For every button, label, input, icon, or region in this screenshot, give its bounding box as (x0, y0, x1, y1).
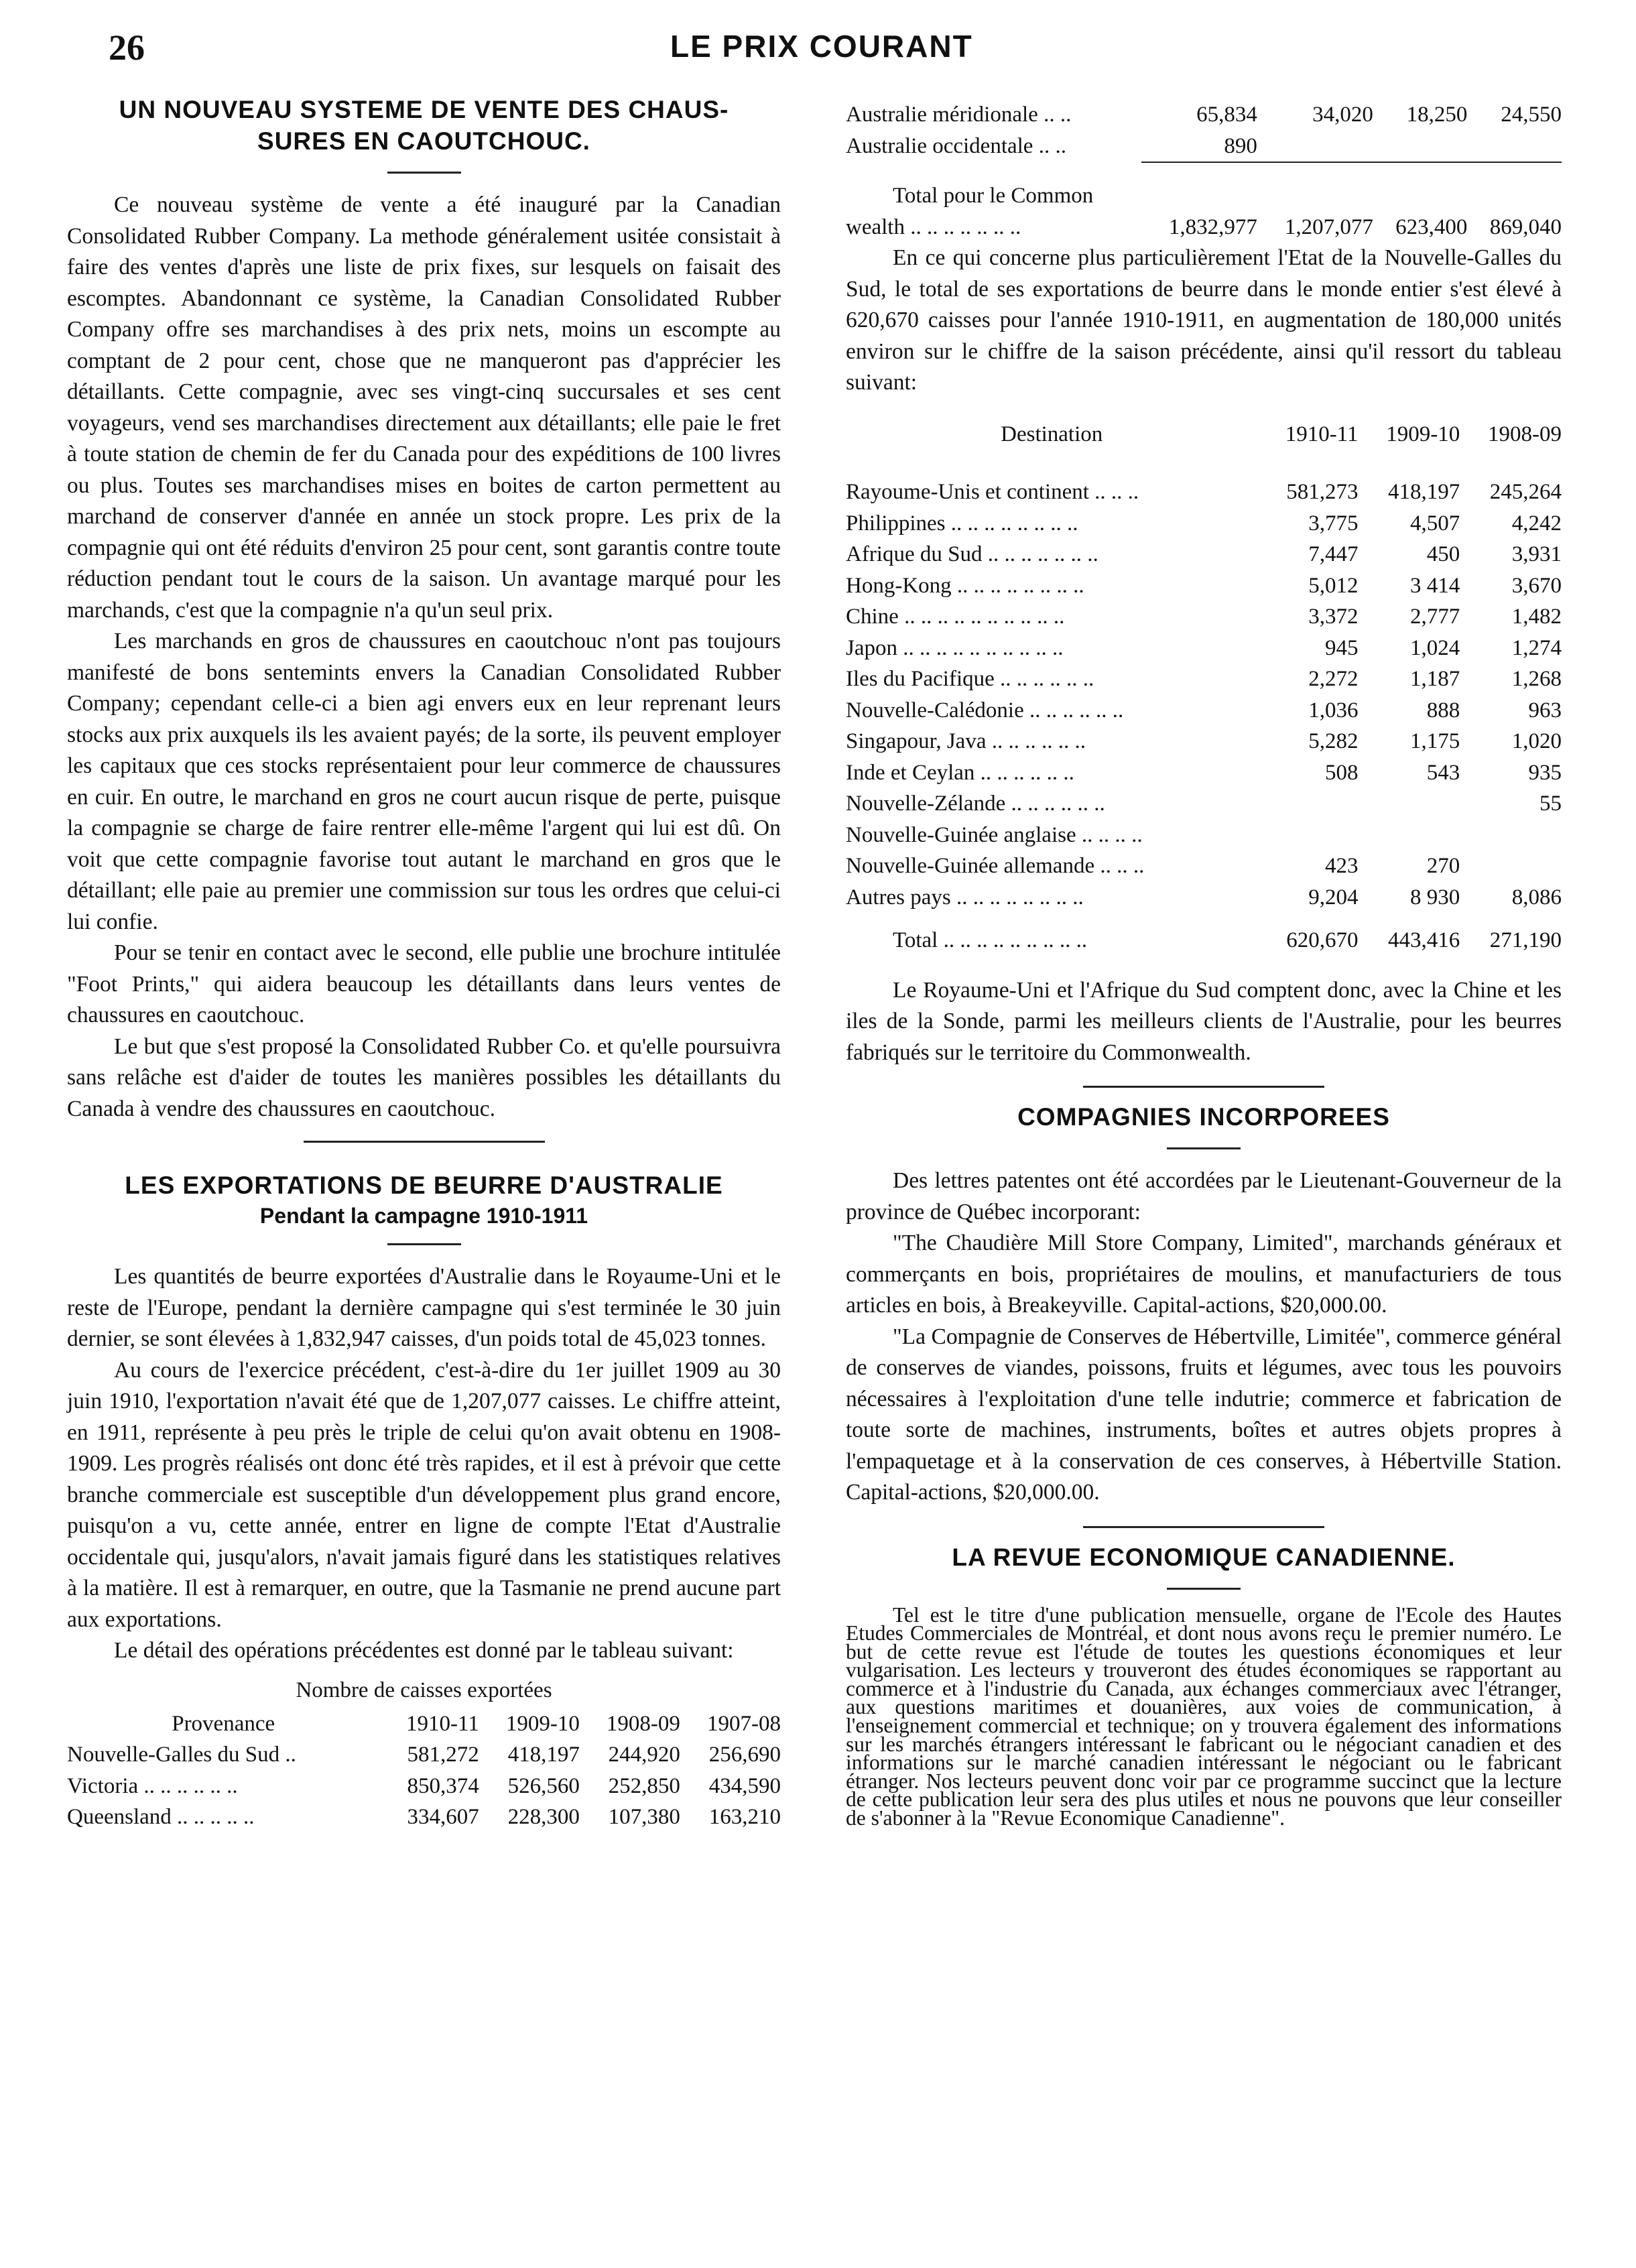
table-cell: 2,777 (1409, 605, 1460, 629)
table-cell: 1,187 (1409, 667, 1460, 691)
table-cell: 245,264 (1489, 480, 1562, 504)
article2-paragraph: Au cours de l'exercice précédent, c'est-à-dire du 1er juillet 1909 au 30 juin 1910, l'exportation n'avait été que de 1,207,077 caisses. Le chiffre atteint, en 1911, représente à peu près le triple de celui qu'on avait obtenu en 1908-1909. Les progrès réalisés ont donc été très rapides, et il est à prévoir que cette branche commerciale est susceptible d'un développement plus grand encore, puisqu'on a vu, cette année, entrer en ligne de compte l'Etat d'Australie occidentale qui, jusqu'alors, n'avait jamais figuré dans les statistiques relatives à la matière. Il est à remarquer, en outre, que la Tasmanie ne prend aucune part aux exportations. (67, 1357, 781, 1632)
article2-title: LES EXPORTATIONS DE BEURRE D'AUSTRALIE (125, 1172, 723, 1199)
table-row (67, 1771, 781, 1802)
table-cell: 1,274 (1511, 635, 1562, 660)
table-total-label: Total pour le Common (893, 184, 1094, 208)
table-cell: 888 (1426, 698, 1460, 722)
table-cell: Nouvelle-Galles du Sud .. (67, 1743, 296, 1767)
table-cell: 334,607 (407, 1805, 479, 1829)
table-total-cell: 1,832,977 (1168, 214, 1257, 239)
table-cell: 34,020 (1312, 103, 1373, 127)
left-column (67, 94, 781, 1833)
table-total-row (846, 212, 1562, 243)
section-divider (1083, 1086, 1324, 1088)
table-cell: Inde et Ceylan .. .. .. .. .. .. (846, 760, 1074, 785)
table-cell: Nouvelle-Calédonie .. .. .. .. .. .. (846, 698, 1124, 722)
table-row (846, 539, 1562, 570)
table-cell: 526,560 (507, 1773, 580, 1798)
table-cell: 450 (1426, 542, 1460, 566)
table-cell: 228,300 (507, 1805, 580, 1829)
table-cell (1358, 820, 1460, 851)
table-total-cell: 1,207,077 (1284, 214, 1373, 239)
table-total-label: Total .. .. .. .. .. .. .. .. .. (893, 928, 1088, 952)
table-cell: 163,210 (708, 1805, 781, 1829)
table-cell: Autres pays .. .. .. .. .. .. .. .. (846, 885, 1084, 909)
table-total-cell: 443,416 (1387, 928, 1460, 952)
table-row (67, 1802, 781, 1833)
table-row (846, 99, 1562, 131)
table-total-cell: 869,040 (1489, 214, 1562, 239)
article1-title-line2: SURES EN CAOUTCHOUC. (257, 127, 590, 155)
table-cell: Australie méridionale .. .. (846, 103, 1072, 127)
table-cell: 4,507 (1409, 511, 1460, 536)
table-cell: Afrique du Sud .. .. .. .. .. .. .. (846, 542, 1098, 566)
table-row (846, 633, 1562, 664)
article3-paragraph: "The Chaudière Mill Store Company, Limited", marchands généraux et commerçants en bois, propriétaires de moulins, et manufacturiers de tous articles en bois, à Breakeyville. Capital-actions, $20,000.00. (846, 1231, 1562, 1318)
table-total-label: wealth .. .. .. .. .. .. .. (846, 214, 1021, 239)
table-header: 1909-10 (1386, 422, 1460, 446)
table-cell (1460, 850, 1562, 882)
table-cell: 945 (1324, 635, 1359, 660)
table-row (67, 1739, 781, 1771)
table-row (846, 850, 1562, 882)
article1-paragraph: Les marchands en gros de chaussures en caoutchouc n'ont pas toujours manifesté de bons sentemints envers la Canadian Consolidated Rubber Company; cependant celle-ci a bien agi envers eux en leur reprenant leurs stocks aux prix auxquels ils les avaient payés; de la sorte, ils peuvent employer les capitaux que ces stocks représentaient pour leur commerce de chaussures en cuir. En outre, le marchand en gros ne court aucun risque de perte, puisque la compagnie se charge de faire rentrer elle-même l'argent qui lui est dû. On voit que cette compagnie favorise tout autant le marchand en gros que le détaillant; elle paie au premier une commission sur tous les ordres que celui-ci lui confie. (67, 629, 781, 934)
table-cell: 1,020 (1511, 729, 1562, 753)
table-cell: 4,242 (1511, 511, 1562, 536)
table-total-cell: 623,400 (1395, 214, 1468, 239)
table-cell: 24,550 (1501, 103, 1562, 127)
table-header: Destination (1001, 422, 1103, 446)
table-cell: Singapour, Java .. .. .. .. .. .. (846, 729, 1086, 753)
table-cell: 935 (1528, 760, 1562, 785)
table-cell: 3,670 (1511, 573, 1562, 598)
table-cell: Hong-Kong .. .. .. .. .. .. .. .. (846, 573, 1084, 598)
table-total-cell: 620,670 (1286, 928, 1359, 952)
table-row (846, 726, 1562, 757)
table-header: 1910-11 (1285, 422, 1359, 446)
table-cell: 543 (1426, 760, 1460, 785)
table-cell: 850,374 (407, 1773, 479, 1798)
table-cell: 963 (1528, 698, 1562, 722)
table-cell (1460, 820, 1562, 851)
table-cell: 8 930 (1409, 885, 1460, 909)
table-cell (1358, 788, 1460, 820)
table-cell: 434,590 (708, 1773, 781, 1798)
divider (1167, 1588, 1241, 1590)
table-cell: 3,931 (1511, 542, 1562, 566)
table-row (846, 131, 1562, 163)
divider (387, 1243, 461, 1245)
table-header: 1910-11 (406, 1711, 479, 1736)
table-cell: Nouvelle-Guinée anglaise .. .. .. .. (846, 822, 1143, 847)
table-cell: 890 (1224, 133, 1257, 158)
table-cell: 418,197 (1387, 480, 1460, 504)
table-cell: 423 (1324, 854, 1359, 878)
article2-paragraph: Le détail des opérations précédentes est donné par le tableau suivant: (114, 1638, 734, 1663)
table-cell: Queensland .. .. .. .. .. (67, 1805, 255, 1829)
table-cell: 581,273 (1286, 480, 1359, 504)
exports-table-continued (846, 99, 1562, 243)
table-cell (1257, 131, 1373, 163)
article3-paragraph: "La Compagnie de Conserves de Hébertville, Limitée", commerce général de conserves de viandes, poissons, fruits et légumes, avec tous les pouvoirs nécessaires à l'exploitation d'une telle indutrie; commerce et fabrication de toute sorte de machines, instruments, boîtes et autres objets propres à l'empaquetage et à la conservation de ces conserves, à Hébertville Station. Capital-actions, $20,000.00. (846, 1324, 1562, 1505)
table-cell: 55 (1539, 792, 1562, 816)
table-cell: 256,690 (708, 1743, 781, 1767)
table-row (846, 570, 1562, 602)
table-total-label-row (846, 180, 1562, 212)
table-cell: 3,775 (1308, 511, 1359, 536)
article2-paragraph: En ce qui concerne plus particulièrement l'Etat de la Nouvelle-Galles du Sud, le total de ses exportations de beurre dans le monde entier s'est élevé à 620,670 caisses pour l'année 1910-1911, en augmentation de 180,000 unités environ sur le chiffre de la saison précédente, ainsi qu'il ressort du tableau suivant: (846, 245, 1562, 395)
table-cell: 1,024 (1409, 635, 1460, 660)
table-cell: 1,175 (1409, 729, 1460, 753)
table-total-row (846, 913, 1562, 956)
table-row (846, 788, 1562, 820)
table-cell (1257, 788, 1358, 820)
table-cell: 107,380 (608, 1805, 680, 1829)
exports-table (67, 1708, 781, 1833)
table-cell: 8,086 (1511, 885, 1562, 909)
table-cell: 2,272 (1308, 667, 1359, 691)
table-header: 1908-09 (606, 1711, 680, 1736)
table-cell: Australie occidentale .. .. (846, 134, 1066, 158)
table-cell (1257, 820, 1358, 851)
table-cell: 3,372 (1308, 605, 1359, 629)
table-cell (1373, 131, 1468, 163)
right-column (846, 99, 1562, 1828)
table-cell: 1,482 (1511, 605, 1562, 629)
table-cell: 244,920 (608, 1743, 680, 1767)
table1-caption: Nombre de caisses exportées (296, 1678, 552, 1702)
divider (387, 172, 461, 174)
table-header: 1908-09 (1488, 422, 1562, 446)
table-cell: 508 (1324, 760, 1359, 785)
table-cell: 5,012 (1308, 573, 1359, 598)
table-header-row (67, 1708, 781, 1740)
table-cell (1467, 131, 1562, 163)
article1-paragraph: Ce nouveau système de vente a été inauguré par la Canadian Consolidated Rubber Company. La methode généralement usitée consistait à faire des ventes d'après une liste de prix fixes, sur lesquels on faisait des escomptes. Abandonnant ce système, la Canadian Consolidated Rubber Company offre ses marchandises à des prix nets, moins un escompte au comptant de 2 pour cent, chose que ne manqueront pas d'apprécier les détaillants. Cette compagnie, avec ses vingt-cinq succursales et ses cent voyageurs, vend ses marchandises directement aux détaillants; elle paie le fret à toute station de chemin de fer du Canada pour des expéditions de 100 livres ou plus. Toutes ses marchandises mises en boites de carton permettent au marchand de conserver d'année en année un stock propre. Les prix de la compagnie qui ont été réduits d'environ 25 pour cent, sont garantis contre toute réduction pendant tout le cours de la saison. Un avantage marqué pour les marchands, c'est que la compagnie n'a qu'un seul prix. (67, 192, 781, 623)
table-header: 1909-10 (505, 1711, 580, 1736)
table-cell: Philippines .. .. .. .. .. .. .. .. (846, 511, 1078, 536)
table-cell: Nouvelle-Guinée allemande .. .. .. (846, 854, 1145, 878)
table-header-row (846, 419, 1562, 477)
table-cell: 418,197 (507, 1743, 580, 1767)
table-cell: 1,036 (1308, 698, 1359, 722)
divider (1167, 1147, 1241, 1149)
table-cell: 9,204 (1308, 885, 1359, 909)
article4-title: LA REVUE ECONOMIQUE CANADIENNE. (952, 1543, 1456, 1571)
table-row (846, 695, 1562, 727)
article3-title: COMPAGNIES INCORPOREES (1017, 1103, 1390, 1131)
table-header: 1907-08 (707, 1711, 781, 1736)
table-cell: 581,272 (407, 1743, 479, 1767)
table-cell: 65,834 (1196, 103, 1257, 127)
article4-paragraph: Tel est le titre d'une publication mensuelle, organe de l'Ecole des Hautes Etudes Commerciales de Montréal, et dont nous avons reçu le premier numéro. Le but de cette revue est l'étude de toutes les questions économiques et leur vulgarisation. Les lecteurs y trouveront des études économiques se rapportant au commerce et à l'industrie du Canada, aux échanges commerciaux avec l'étranger, aux questions maritimes et douanières, aux voies de communication, à l'enseignement commercial et technique; on y trouvera également des informations sur les marchés étrangers intéressant le fabricant ou le négociant canadien et des informations sur le marché canadien intéressant le négociant ou le fabricant étranger. Nos lecteurs peuvent donc voir par ce programme succinct que la lecture de cette publication leur sera des plus utiles et nous ne pouvons que leur conseiller de s'abonner à la "Revue Economique Canadienne". (846, 1602, 1562, 1830)
article3-paragraph: Des lettres patentes ont été accordées par le Lieutenant-Gouverneur de la province de Québec incorporant: (846, 1168, 1562, 1224)
table-row (846, 664, 1562, 695)
table-cell: 3 414 (1409, 573, 1460, 598)
section-divider (1083, 1526, 1324, 1528)
page-number: 26 (109, 27, 145, 68)
table-row (846, 508, 1562, 540)
section-divider (304, 1141, 545, 1143)
table-cell: Victoria .. .. .. .. .. .. (67, 1773, 238, 1798)
table-cell: 252,850 (608, 1773, 680, 1798)
masthead: LE PRIX COURANT (670, 29, 973, 64)
table-header: Provenance (172, 1711, 275, 1736)
table-cell: Iles du Pacifique .. .. .. .. .. .. (846, 667, 1094, 691)
table-cell: Rayoume-Unis et continent .. .. .. (846, 480, 1139, 504)
table-cell: 270 (1426, 854, 1460, 878)
article1-paragraph: Pour se tenir en contact avec le second, elle publie une brochure intitulée "Foot Prints," qui aidera beaucoup les détaillants dans leurs ventes de chaussures en caoutchouc. (67, 940, 781, 1027)
article2-subtitle: Pendant la campagne 1910-1911 (259, 1204, 588, 1228)
article1-title-line1: UN NOUVEAU SYSTEME DE VENTE DES CHAUS- (119, 96, 729, 123)
article1-paragraph: Le but que s'est proposé la Consolidated Rubber Co. et qu'elle poursuivra sans relâche est d'aider de toutes les manières possibles les détaillants du Canada à vendre des chaussures en caoutchouc. (67, 1033, 781, 1121)
table-row (846, 757, 1562, 789)
article2-closing: Le Royaume-Uni et l'Afrique du Sud comptent donc, avec la Chine et les iles de la Sonde, parmi les meilleurs clients de l'Australie, pour les beurres fabriqués sur le territoire du Commonwealth. (846, 977, 1562, 1065)
table-cell: 5,282 (1308, 729, 1359, 753)
table-rule-row (846, 162, 1562, 180)
table-cell: Japon .. .. .. .. .. .. .. .. .. .. (846, 635, 1064, 660)
article2-paragraph: Les quantités de beurre exportées d'Australie dans le Royaume-Uni et le reste de l'Europe, pendant la dernière campagne qui s'est terminée le 30 juin dernier, se sont élevées à 1,832,947 caisses, d'un poids total de 45,023 tonnes. (67, 1264, 781, 1351)
table-row (846, 820, 1562, 851)
destinations-table (846, 419, 1562, 956)
table-cell: Nouvelle-Zélande .. .. .. .. .. .. (846, 792, 1105, 816)
table-row (846, 477, 1562, 508)
table-cell: 1,268 (1511, 667, 1562, 691)
table-cell: Chine .. .. .. .. .. .. .. .. .. .. (846, 605, 1065, 629)
table-total-cell: 271,190 (1489, 928, 1562, 952)
table-row (846, 601, 1562, 633)
table-row (846, 882, 1562, 914)
table-cell: 7,447 (1308, 542, 1359, 566)
table-cell: 18,250 (1406, 103, 1468, 127)
